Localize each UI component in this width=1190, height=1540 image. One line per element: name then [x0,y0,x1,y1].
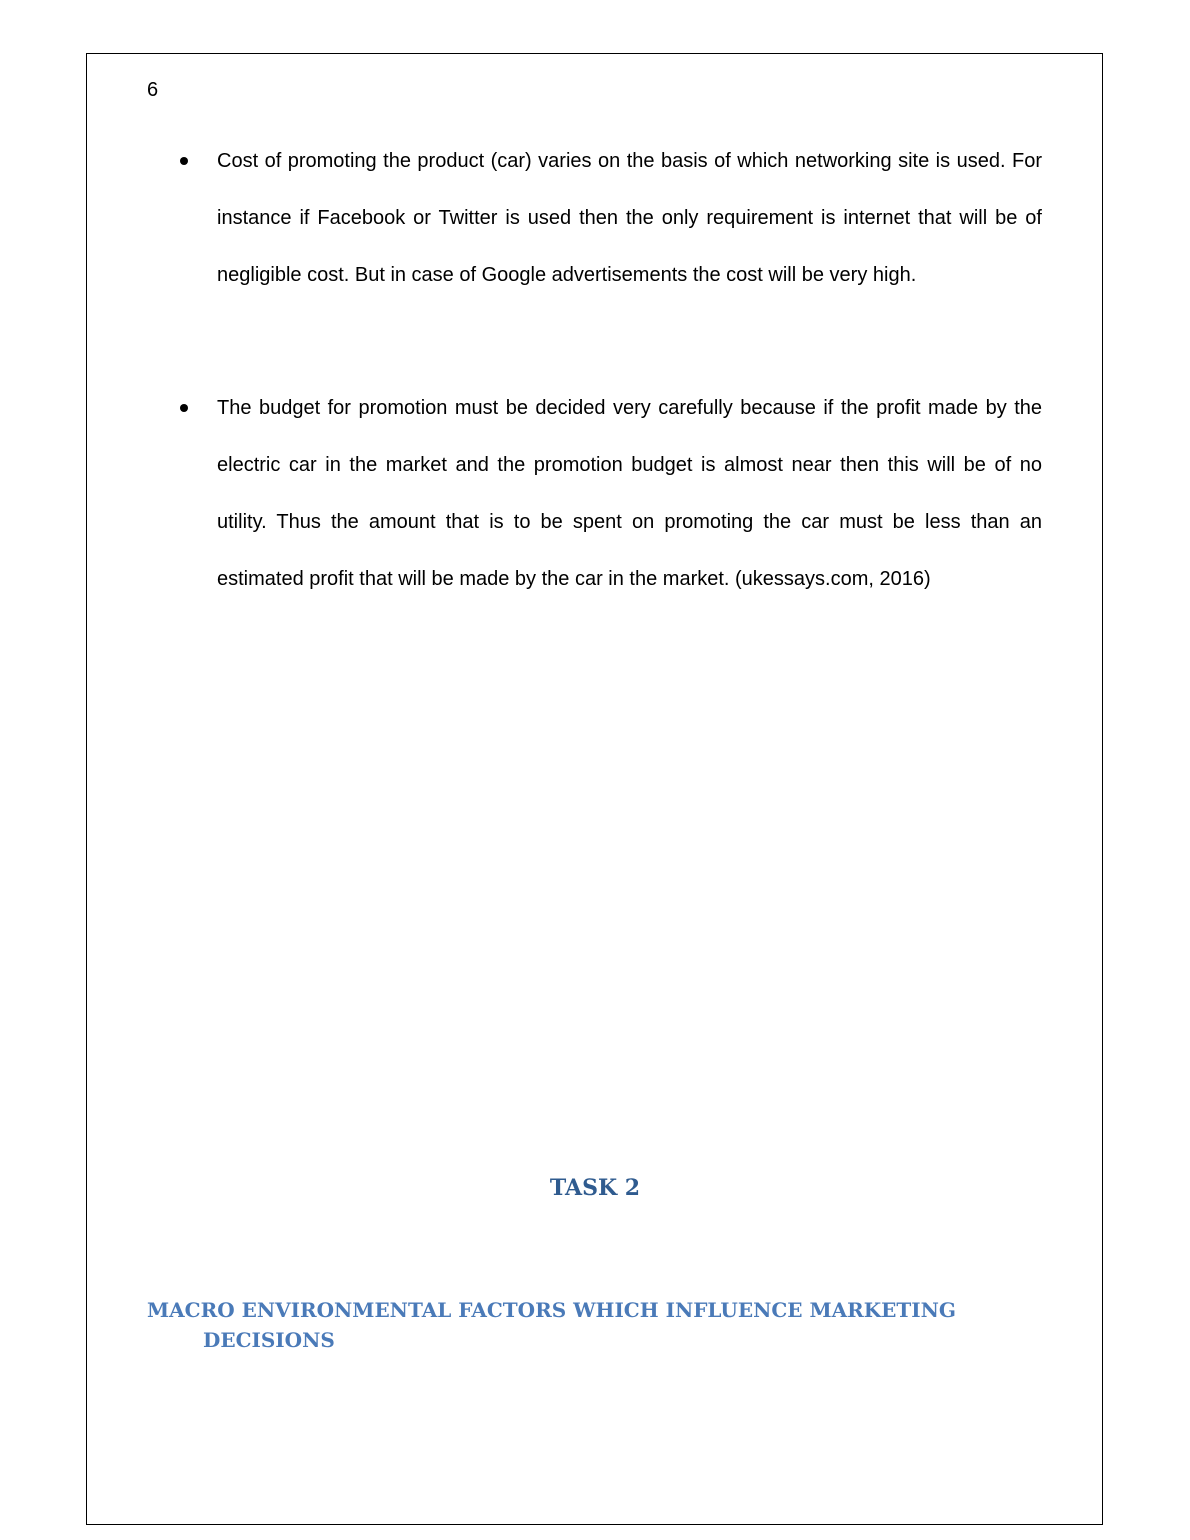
list-item [217,133,1042,304]
bullet-icon [180,404,188,412]
bullet-text: Cost of promoting the product (car) varies on the basis of which networking site is used. For instance if Facebook or Twitter is used then the only requirement is internet that will be of negligible cost. But in case of Google advertisements the cost will be very high. [217,150,1042,286]
section-heading: MACRO ENVIRONMENTAL FACTORS WHICH INFLUENCE MARKETING DECISIONS [147,1298,956,1352]
list-item [217,380,1042,608]
task-heading: TASK 2 [549,1175,641,1201]
bullet-icon [180,157,188,165]
page-number: 6 [147,79,159,101]
bullet-text: The budget for promotion must be decided very carefully because if the profit made by the electric car in the market and the promotion budget is almost near then this will be of no utility. Thus the amount that is to be spent on promoting the car must be less than an estimated profit that will be made by the car in the market. (ukessays.com, 2016) [217,397,1042,590]
